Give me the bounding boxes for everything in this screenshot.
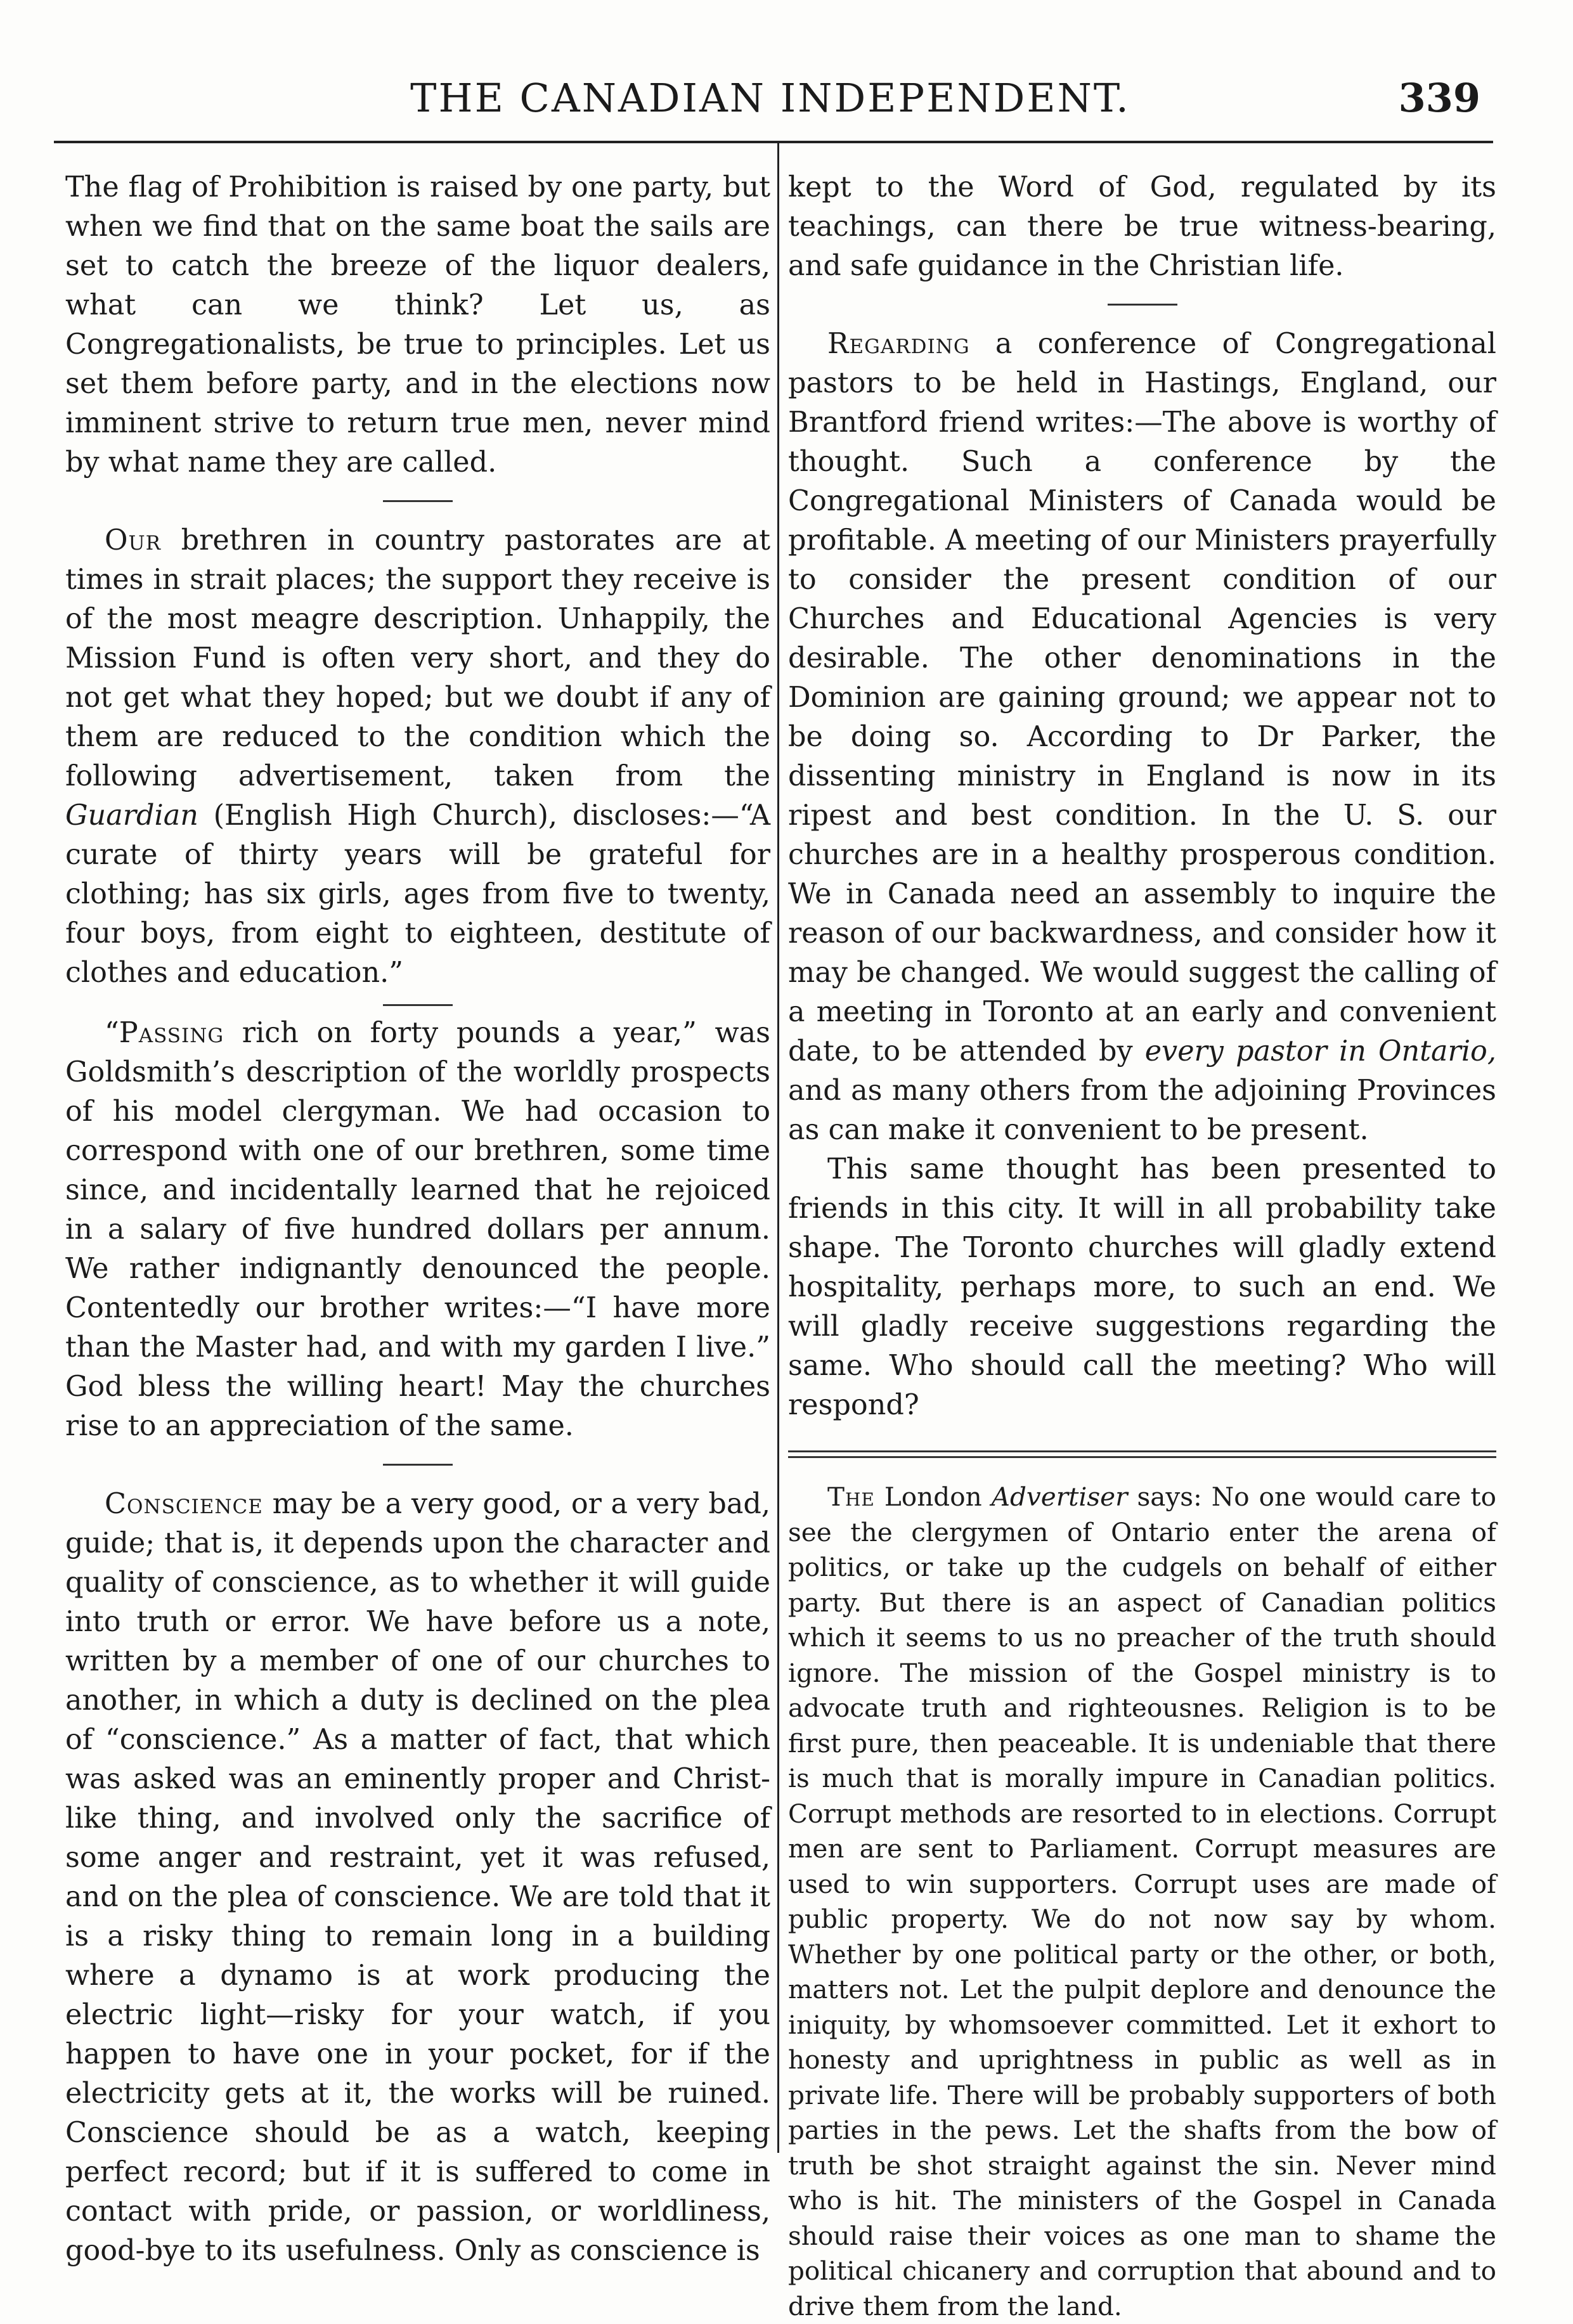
paragraph-continued: kept to the Word of God, regulated by its teachings, can there be true witness-bearing, and safe guidance in the Christian life. bbox=[788, 171, 1496, 282]
paragraph-prohibition: The flag of Prohibition is raised by one party, but when we find that on the same boat the sails are set to catch the breeze of the liquor dealers, what can we think? Let us, as Congregationalists, be true to principles. Let us set them before party, and in the elections now imminent strive to return true men, never mind by what name they are called. bbox=[65, 171, 770, 479]
section-divider bbox=[383, 500, 453, 502]
double-rule-bottom bbox=[788, 1456, 1496, 1458]
right-column bbox=[788, 168, 1496, 2324]
paragraph-conscience: Conscience may be a very good, or a very bad, guide; that is, it depends upon the character and quality of conscience, as to whether it will guide into truth or error. We have before us a note, written by a member of one of our churches to another, in which a duty is declined on the plea of “conscience.” As a matter of fact, that which was asked was an eminently proper and Christ-like thing, and involved only the sacrifice of some anger and restraint, yet it was refused, and on the plea of conscience. We are told that it is a risky thing to remain long in a building where a dynamo is at work producing the electric light—risky for your watch, if you happen to have one in your pocket, for if the electricity gets at it, the works will be ruined. Conscience should be as a watch, keeping perfect record; but if it is suffered to come in contact with pride, or passion, or worldliness, good-bye to its usefulness. Only as conscience is bbox=[65, 1488, 770, 2267]
section-divider bbox=[383, 1004, 453, 1006]
paragraph-london-advertiser: The London Advertiser says: No one would care to see the clergymen of Ontario enter the arena of politics, or take up the cudgels on behalf of either party. But there is an aspect of Canadian politics which it seems to us no preacher of the truth should ignore. The mission of the Gospel ministry is to advocate truth and righteousnes. Religion is to be first pure, then peaceable. It is undeniable that there is much that is morally impure in Canadian politics. Corrupt methods are resorted to in elections. Corrupt men are sent to Parliament. Corrupt measures are used to win supporters. Corrupt uses are made of public property. We do not now say by whom. Whether by one political party or the other, or both, matters not. Let the pulpit deplore and denounce the iniquity, by whomsoever committed. Let it exhort to honesty and uprightness in public as well as in private life. There will be probably supporters of both parties in the pews. Let the shafts from the bow of truth be shot straight against the sin. Never mind who is hit. The ministers of the Gospel in Canada should raise their voices as one man to shame the political chicanery and corruption that abound and to drive them from the land. bbox=[788, 1482, 1496, 2321]
paragraph-toronto: This same thought has been presented to friends in this city. It will in all probability take shape. The Toronto churches will gladly extend hospitality, perhaps more, to such an end. We will gladly receive suggestions regarding the same. Who should call the meeting? Who will respond? bbox=[788, 1153, 1496, 1421]
left-column bbox=[65, 168, 770, 2271]
header-rule bbox=[54, 141, 1493, 143]
paragraph-country-pastorates: Our brethren in country pastorates are at times in strait places; the support they receive is of the most meagre description. Unhappily, the Mission Fund is often very short, and they do not get what they hoped; but we doubt if any of them are reduced to the condition which the following advertisement, taken from the Guardian (English High Church), discloses:—“A curate of thirty years will be grateful for clothing; has six girls, ages from five to twenty, four boys, from eight to eighteen, destitute of clothes and education.” bbox=[65, 524, 770, 989]
journal-title: THE CANADIAN INDEPENDENT. bbox=[410, 75, 1130, 121]
page-header bbox=[54, 70, 1487, 133]
section-divider bbox=[1108, 304, 1177, 306]
paragraph-conference: Regarding a conference of Congregational pastors to be held in Hastings, England, our Brantford friend writes:—The above is worthy of thought. Such a conference by the Congregational Ministers of Canada would be profitable. A meeting of our Ministers prayerfully to consider the present condition of our Churches and Educational Agencies is very desirable. The other denominations in the Dominion are gaining ground; we appear not to be doing so. According to Dr Parker, the dissenting ministry in England is now in its ripest and best condition. In the U. S. our churches are in a healthy prosperous condition. We in Canada need an assembly to inquire the reason of our backwardness, and consider how it may be changed. We would suggest the calling of a meeting in Toronto at an early and convenient date, to be attended by every pastor in Ontario, and as many others from the adjoining Provinces as can make it convenient to be present. bbox=[788, 328, 1496, 1146]
lead-word: Regarding bbox=[827, 328, 970, 360]
double-rule-top bbox=[788, 1450, 1496, 1452]
lead-word: Our bbox=[105, 524, 161, 557]
lead-word: Conscience bbox=[105, 1488, 263, 1520]
lead-word: The bbox=[827, 1482, 875, 1512]
page-number: 339 bbox=[1398, 75, 1480, 121]
column-rule bbox=[777, 143, 779, 2153]
paragraph-forty-pounds: “Passing rich on forty pounds a year,” was Goldsmith’s description of the worldly prospects of his model clergyman. We had occasion to correspond with one of our brethren, some time since, and incidentally learned that he rejoiced in a salary of five hundred dollars per annum. We rather indignantly denounced the people. Contentedly our brother writes:—“I have more than the Master had, and with my garden I live.” God bless the willing heart! May the churches rise to an appreciation of the same. bbox=[65, 1017, 770, 1442]
lead-word: Passing bbox=[119, 1017, 224, 1049]
section-divider bbox=[383, 1464, 453, 1466]
